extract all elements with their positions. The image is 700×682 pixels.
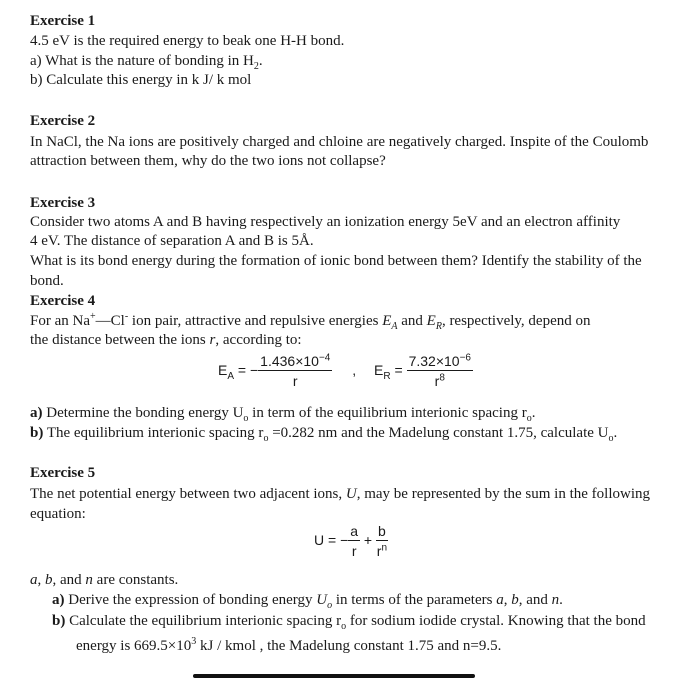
exercise-5-line-2: equation: — [30, 506, 86, 522]
exercise-4-equations: $E_A$ = − $\frac{1.436\times 10^{-4}}{r}$ , $E_R$ = $\frac{7.32\times 10^{-6}}{r^8}$ — [218, 352, 471, 390]
exercise-1-statement: 4.5 eV is the required energy to beak one H-H bond. — [30, 33, 345, 49]
exercise-3-line-4: bond. — [30, 273, 64, 289]
exercise-3-title: Exercise 3 — [30, 195, 96, 211]
exercise-4-line-1: For an Na+—Cl- ion pair, attractive and repulsive energies $E_A$ and $E_R$, respectively, depend on — [30, 311, 591, 332]
exercise-2-line-1: In NaCl, the Na ions are positively charged and chloine are negatively charged. Inspite of the Coulomb — [30, 134, 649, 150]
exercise-4-line-2: the distance between the ions r, according to: — [30, 332, 302, 348]
exercise-4-title: Exercise 4 — [30, 293, 96, 309]
exercise-2-title: Exercise 2 — [30, 113, 96, 129]
exercise-2-line-2: attraction between them, why do the two ions not collapse? — [30, 153, 386, 169]
home-indicator-bar[interactable] — [193, 674, 475, 678]
potential-frac-repulsive: $\frac{b}{r^n}$ — [376, 523, 388, 560]
exercise-1-title: Exercise 1 — [30, 13, 96, 29]
attractive-energy-fraction: $\frac{1.436\times 10^{-4}}{r}$ — [260, 352, 331, 390]
exercise-5-constants: a, b, and n are constants. — [30, 572, 179, 588]
exercise-5-title: Exercise 5 — [30, 465, 96, 481]
exercise-3-line-3: What is its bond energy during the formation of ionic bond between them? Identify the stability of the — [30, 253, 642, 269]
exercise-5-line-1: The net potential energy between two adjacent ions, U, may be represented by the sum in the following — [30, 486, 650, 502]
exercise-4-question-b: b) The equilibrium interionic spacing $r_o =0.282$ nm and the Madelung constant 1.75, calculate $U_o$. — [30, 425, 618, 444]
exercise-5-equation: U = − $\frac{a}{r}$ + $\frac{b}{r^n}$ — [314, 523, 388, 560]
exercise-1-question-b: b) Calculate this energy in k J/ k mol — [30, 72, 252, 88]
exercise-4-question-a: a) Determine the bonding energy $U_o$ in term of the equilibrium interionic spacing $r_o$. — [30, 405, 536, 424]
repulsive-energy-fraction: $\frac{7.32\times 10^{-6}}{r^8}$ — [408, 352, 471, 390]
exercise-1-question-a: a) What is the nature of bonding in $H_2$. — [30, 53, 263, 72]
potential-frac-attractive: $\frac{a}{r}$ — [350, 523, 359, 560]
exercise-3-line-1: Consider two atoms A and B having respectively an ionization energy 5eV and an electron affinity — [30, 214, 621, 230]
exercise-5-question-b: b) Calculate the equilibrium interionic spacing $r_o$ for sodium iodide crystal. Knowing that the bond — [52, 613, 646, 632]
exercise-5-question-b-line-2: energy is $669.5\times 10^3$ kJ / kmol , the Madelung constant 1.75 and n=9.5. — [76, 636, 502, 654]
exercise-3-line-2: 4 eV. The distance of separation A and B is 5Å. — [30, 233, 314, 249]
exercise-5-question-a: a) Derive the expression of bonding energy $U_o$ in terms of the parameters a, b, and n. — [52, 592, 563, 611]
